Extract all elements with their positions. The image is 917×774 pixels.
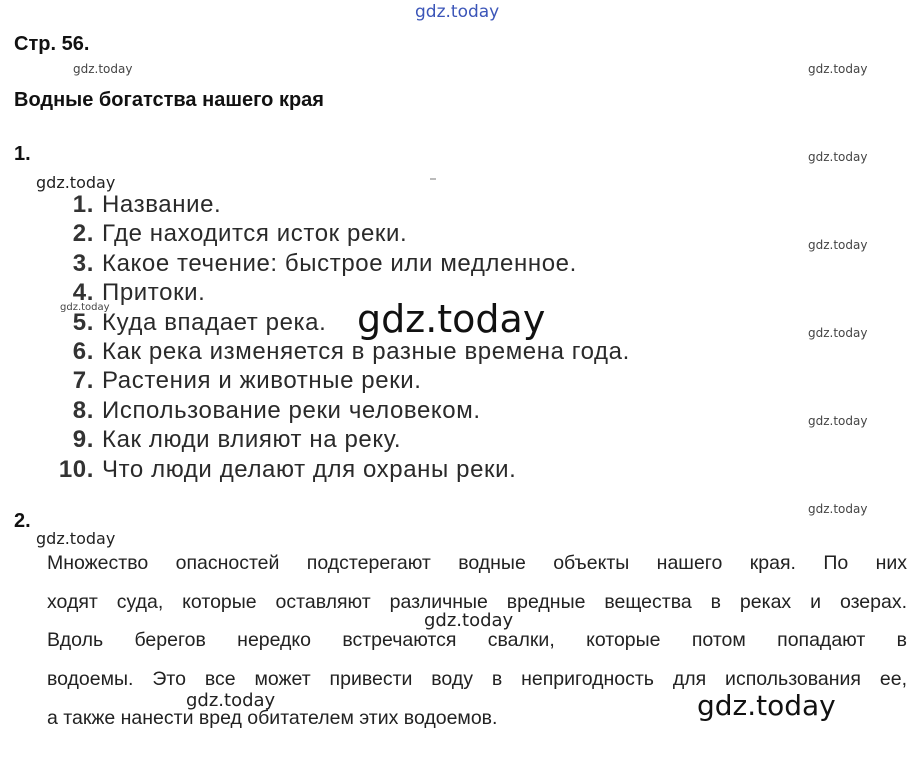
list-item-number: 10.: [58, 455, 94, 483]
scan-speck: [430, 178, 436, 180]
list-item-number: 5.: [72, 308, 94, 336]
watermark: gdz.today: [808, 326, 868, 340]
watermark: gdz.today: [424, 610, 514, 631]
list-item-text: Притоки.: [102, 279, 206, 307]
watermark: gdz.today: [808, 502, 868, 516]
list-item: [40, 249, 630, 278]
watermark: gdz.today: [73, 62, 133, 76]
page-number: Стр. 56.: [14, 33, 90, 55]
watermark: gdz.today: [808, 62, 868, 76]
watermark-top: gdz.today: [415, 2, 500, 22]
list-item-number: 4.: [72, 279, 94, 307]
watermark: gdz.today: [36, 529, 116, 548]
paragraph-line: Вдоль берегов нередко встречаются свалки, которые потом попадают в: [47, 629, 907, 652]
list-item-text: Название.: [102, 191, 222, 218]
list-item: [40, 396, 630, 425]
watermark-large: gdz.today: [697, 689, 836, 722]
list-item-text: Какое течение: быстрое или медленное.: [102, 249, 577, 277]
list-item-text: Как река изменяется в разные времена года.: [102, 337, 630, 365]
list-item-number: 1.: [72, 191, 94, 218]
list-item-number: 2.: [72, 220, 94, 248]
list-item-text: Где находится исток реки.: [102, 220, 408, 248]
paragraph-line: Множество опасностей подстерегают водные объекты нашего края. По них: [47, 552, 907, 574]
list-item-number: 7.: [72, 367, 94, 395]
list-item-text: Куда впадает река.: [102, 308, 327, 336]
watermark: gdz.today: [186, 690, 276, 711]
paragraph-line: ходят суда, которые оставляют различные вредные вещества в реках и озерах.: [47, 590, 907, 613]
list-item: [40, 337, 630, 366]
list-item-text: Что люди делают для охраны реки.: [102, 455, 517, 483]
list-item-number: 6.: [72, 337, 94, 365]
watermark: gdz.today: [36, 173, 116, 192]
watermark: gdz.today: [60, 302, 110, 313]
list-item: [40, 219, 630, 248]
list-item-number: 3.: [72, 249, 94, 277]
list-item: [40, 425, 630, 454]
list-item: [40, 455, 630, 484]
question-number-1: 1.: [14, 143, 31, 165]
watermark: gdz.today: [808, 238, 868, 252]
list-item-number: 8.: [72, 396, 94, 424]
list-item: [40, 190, 630, 219]
list-item-text: Как люди влияют на реку.: [102, 426, 402, 454]
list-item: [40, 366, 630, 395]
list-item-number: 9.: [72, 426, 94, 454]
list-item-text: Использование реки человеком.: [102, 396, 481, 424]
section-title: Водные богатства нашего края: [14, 89, 324, 111]
question-number-2: 2.: [14, 510, 31, 532]
watermark-large: gdz.today: [357, 297, 546, 341]
paragraph-line: водоемы. Это все может привести воду в непригодность для использования ее,: [47, 668, 907, 691]
watermark: gdz.today: [808, 414, 868, 428]
watermark: gdz.today: [808, 150, 868, 164]
paragraph-line: а также нанести вред обитателем этих водоемов.: [47, 706, 498, 729]
list-item-text: Растения и животные реки.: [102, 367, 422, 395]
